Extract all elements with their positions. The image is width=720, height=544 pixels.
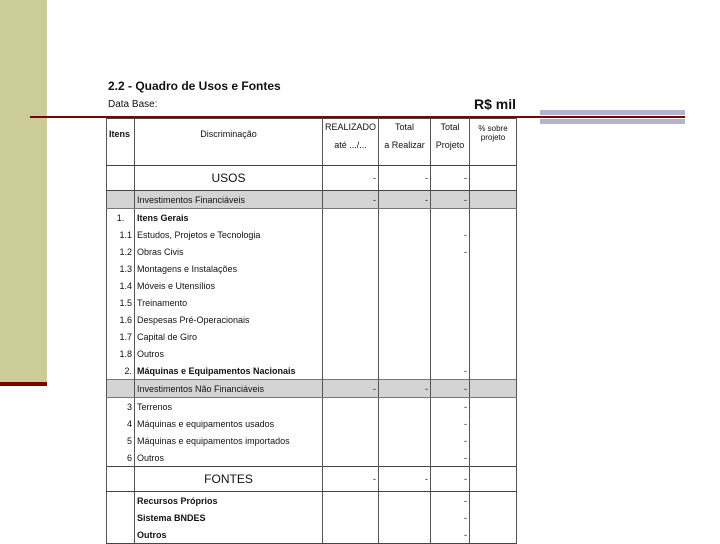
table-row: 1.6 Despesas Pré-Operacionais <box>107 311 517 328</box>
table-row: Investimentos Financiáveis - - - <box>107 191 517 209</box>
table-row: 1.7 Capital de Giro <box>107 328 517 345</box>
table-row: 2. Máquinas e Equipamentos Nacionais - <box>107 362 517 380</box>
data-base-label: Data Base: <box>108 99 158 110</box>
col-header-total-realizar-line2: a Realizar <box>384 140 425 150</box>
col-header-pct-line1: % sobre <box>478 124 508 133</box>
col-header-total-projeto-line1: Total <box>440 122 460 132</box>
unit-label: R$ mil <box>474 96 517 112</box>
table-row: 1.2 Obras Civis - <box>107 243 517 260</box>
table-row: 6 Outros - <box>107 449 517 467</box>
fontes-realizar: - <box>379 467 431 492</box>
usos-fontes-table <box>106 118 517 544</box>
table-row: Investimentos Não Financiáveis - - - <box>107 380 517 398</box>
table-header-row <box>107 119 517 166</box>
fontes-label: FONTES <box>135 467 323 492</box>
table-row: 4 Máquinas e equipamentos usados - <box>107 415 517 432</box>
col-header-total-projeto-line2: Projeto <box>435 140 465 150</box>
col-header-realizado-line1: REALIZADO <box>325 122 377 132</box>
header-bar-top <box>540 110 685 115</box>
usos-label: USOS <box>135 166 323 191</box>
table-row: 1. Itens Gerais <box>107 209 517 227</box>
col-header-pct <box>470 119 517 166</box>
table-row: Sistema BNDES - <box>107 509 517 526</box>
table-row: 5 Máquinas e equipamentos importados - <box>107 432 517 449</box>
usos-realizado: - <box>323 166 379 191</box>
usos-projeto: - <box>431 166 470 191</box>
col-header-realizado <box>323 119 379 166</box>
col-header-pct-line2: projeto <box>480 133 506 142</box>
col-header-total-realizar <box>379 119 431 166</box>
table-row: 1.4 Móveis e Utensílios <box>107 277 517 294</box>
table-row: Recursos Próprios - <box>107 492 517 510</box>
fontes-realizado: - <box>323 467 379 492</box>
sidebar-accent-line <box>0 382 47 386</box>
table-row: 1.1 Estudos, Projetos e Tecnologia - <box>107 226 517 243</box>
fontes-section-row <box>107 467 517 492</box>
col-header-discriminacao: Discriminação <box>135 119 323 166</box>
usos-section-row <box>107 166 517 191</box>
table-row: 1.3 Montagens e Instalações <box>107 260 517 277</box>
col-header-realizado-line2: até .../... <box>334 140 367 150</box>
usos-realizar: - <box>379 166 431 191</box>
table-row: 1.5 Treinamento <box>107 294 517 311</box>
header-bar-bottom <box>540 119 685 124</box>
table-row: 1.8 Outros <box>107 345 517 362</box>
table-row: Outros - <box>107 526 517 544</box>
fontes-projeto: - <box>431 467 470 492</box>
col-header-total-realizar-line1: Total <box>394 122 414 132</box>
col-header-itens: Itens <box>107 119 135 166</box>
table-row: 3 Terrenos - <box>107 398 517 416</box>
page-title: 2.2 - Quadro de Usos e Fontes <box>108 79 281 93</box>
sidebar-decoration <box>0 0 47 385</box>
col-header-total-projeto <box>431 119 470 166</box>
